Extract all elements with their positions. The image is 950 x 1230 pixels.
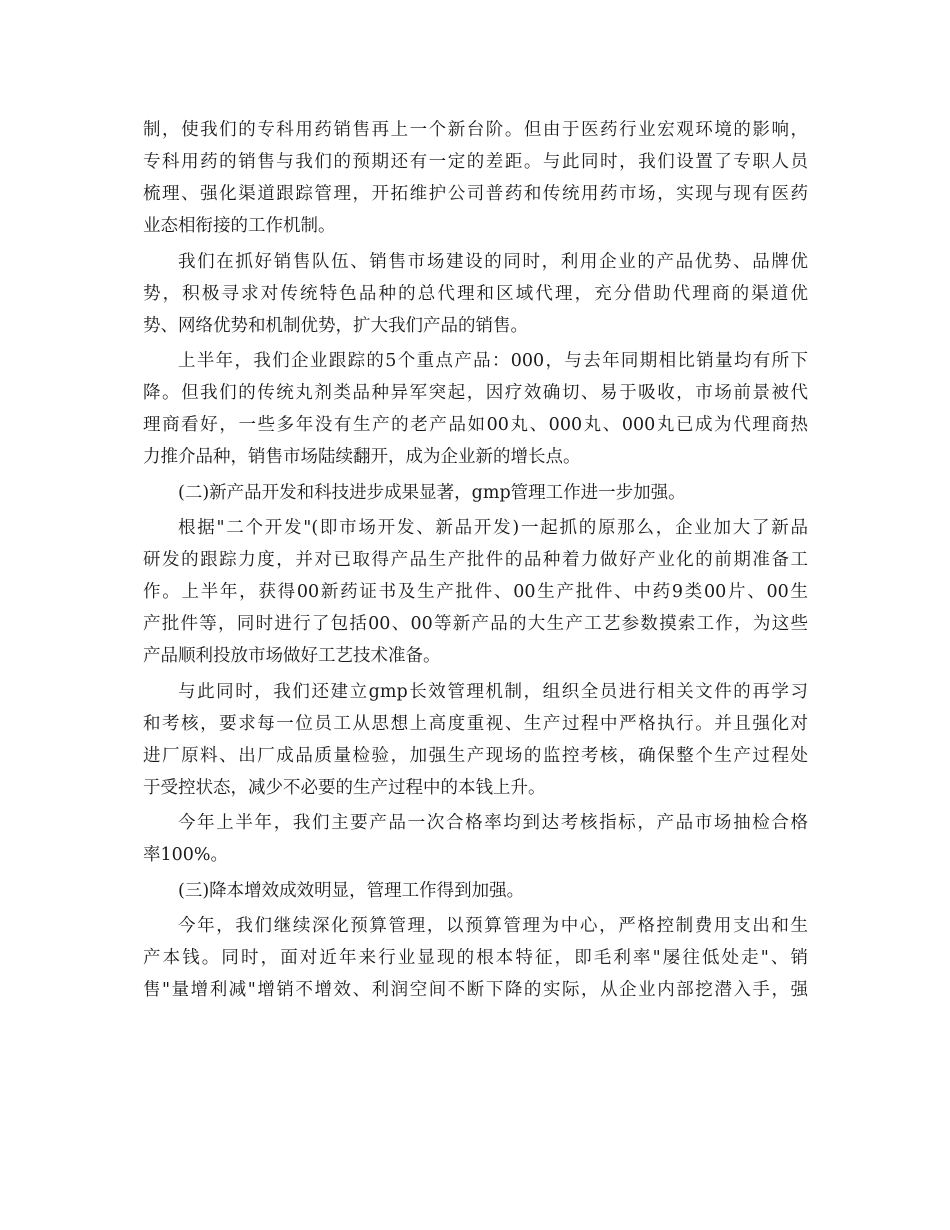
text-line: 力推介品种，销售市场陆续翻开，成为企业新的增长点。 [143, 447, 581, 467]
section-heading-three [143, 875, 808, 907]
text-line: 势，积极寻求对传统特色品种的总代理和区域代理，充分借助代理商的渠道优 [143, 283, 808, 304]
text-line: 今年，我们继续深化预算管理，以预算管理为中心，严格控制费用支出和生 [178, 916, 808, 936]
text-line: 上半年，我们企业跟踪的5个重点产品：000，与去年同期相比销量均有所下 [178, 351, 808, 371]
text-line: 势、网络优势和机制优势，扩大我们产品的销售。 [143, 315, 528, 336]
text-line: 研发的跟踪力度，并对已取得产品生产批件的品种着力做好产业化的前期准备工 [143, 550, 808, 570]
document-body [143, 114, 808, 1006]
text-line: 今年上半年，我们主要产品一次合格率均到达考核指标，产品市场抽检合格 [178, 813, 808, 833]
text-line: 制，使我们的专科用药销售再上一个新台阶。但由于医药行业宏观环境的影响， [143, 120, 808, 140]
text-line: 产本钱。同时，面对近年来行业显现的根本特征，即毛利率"屡往低处走"、销 [143, 948, 808, 968]
text-line: 理商看好，一些多年没有生产的老产品如00丸、000丸、000丸已成为代理商热 [143, 415, 808, 435]
text-line: 与此同时，我们还建立gmp长效管理机制，组织全员进行相关文件的再学习 [178, 681, 808, 702]
text-line: 业态相衔接的工作机制。 [143, 216, 336, 236]
text-line: (三)降本增效成效明显，管理工作得到加强。 [178, 880, 525, 901]
text-line: 进厂原料、出厂成品质量检验，加强生产现场的监控考核，确保整个生产过程处 [143, 745, 808, 766]
paragraph-continued-intro [143, 114, 808, 242]
text-line: 售"量增利减"增销不增效、利润空间不断下降的实际，从企业内部挖潜入手，强 [143, 980, 808, 1000]
text-line: 产批件等，同时进行了包括00、00等新产品的大生产工艺参数摸索工作，为这些 [143, 614, 808, 634]
text-line: 专科用药的销售与我们的预期还有一定的差距。与此同时，我们设置了专职人员 [143, 152, 808, 172]
paragraph-budget-management [143, 910, 808, 1006]
paragraph-gmp-management [143, 676, 808, 804]
text-line: 我们在抓好销售队伍、销售市场建设的同时，利用企业的产品优势、品牌优 [178, 251, 808, 272]
text-line: 产品顺利投放市场做好工艺技术准备。 [143, 646, 441, 666]
text-line: 作。上半年，获得00新药证书及生产批件、00生产批件、中药9类00片、00生 [143, 582, 808, 602]
text-line: 于受控状态，减少不必要的生产过程中的本钱上升。 [143, 777, 546, 798]
paragraph-pass-rate [143, 807, 808, 871]
text-line: 率100%。 [143, 845, 229, 865]
paragraph-new-product-development [143, 512, 808, 672]
paragraph-key-products [143, 345, 808, 473]
text-line: 梳理、强化渠道跟踪管理，开拓维护公司普药和传统用药市场，实现与现有医药 [143, 184, 808, 204]
section-heading-two [143, 477, 808, 509]
text-line: (二)新产品开发和科技进步成果显著，gmp管理工作进一步加强。 [178, 482, 686, 503]
text-line: 降。但我们的传统丸剂类品种异军突起，因疗效确切、易于吸收，市场前景被代 [143, 383, 808, 403]
text-line: 根据"二个开发"(即市场开发、新品开发)一起抓的原那么，企业加大了新品 [178, 518, 808, 538]
text-line: 和考核，要求每一位员工从思想上高度重视、生产过程中严格执行。并且强化对 [143, 713, 808, 734]
paragraph-sales-team [143, 246, 808, 342]
